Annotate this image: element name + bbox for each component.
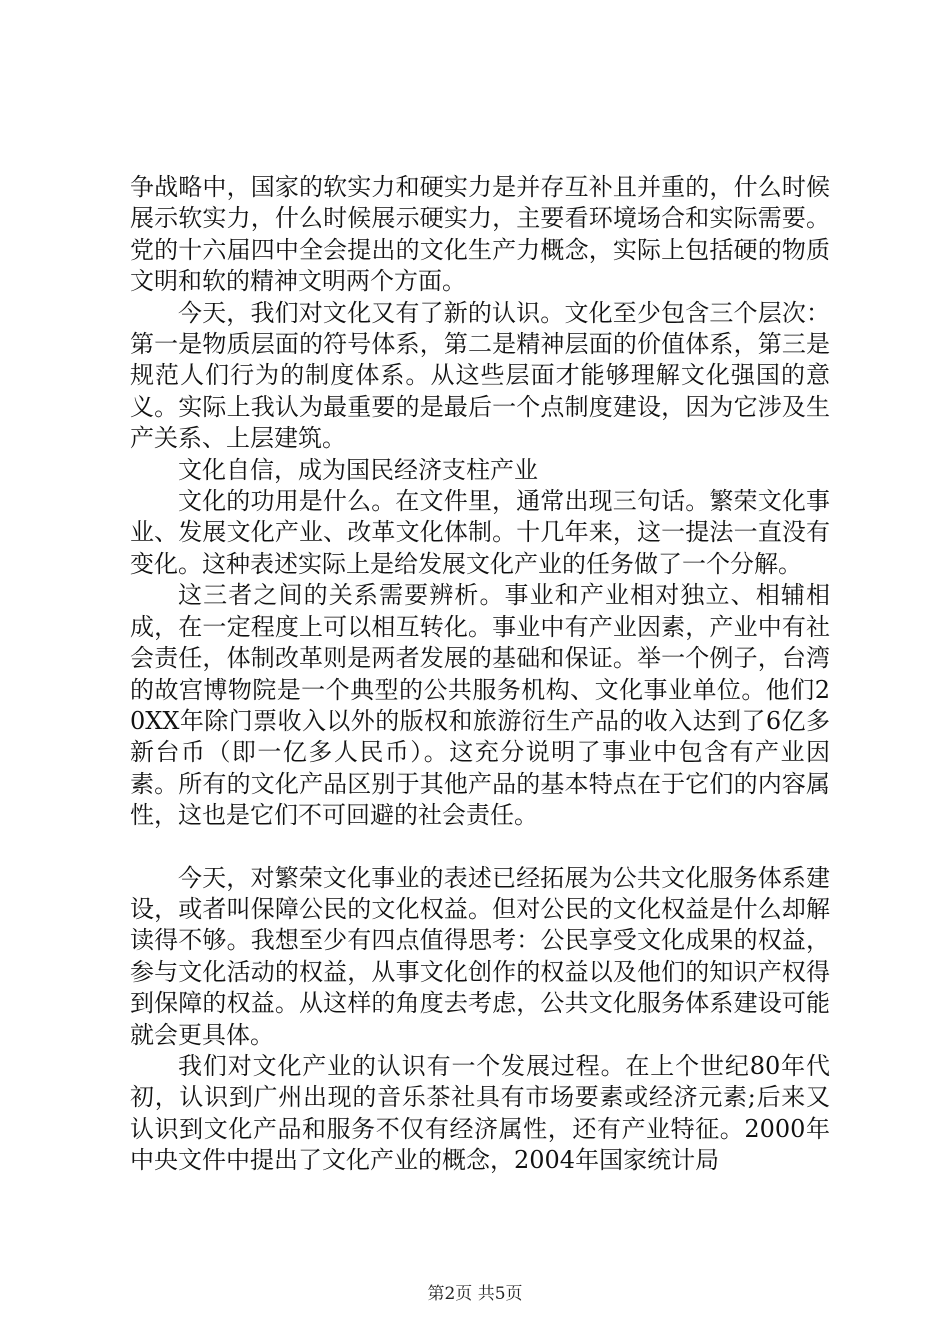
- section-heading: 文化自信，成为国民经济支柱产业: [178, 455, 538, 484]
- paragraph-4: 这三者之间的关系需要辨析。事业和产业相对独立、相辅相成，在一定程度上可以相互转化。事业中有产业因素，产业中有社会责任，体制改革则是两者发展的基础和保证。举一个例子，台湾的故宫博物院是一个典型的公共服务机构、文化事业单位。他们20XX年除门票收入以外的版权和旅游衍生产品的收入达到了6亿多新台币（即一亿多人民币）。这充分说明了事业中包含有产业因素。所有的文化产品区别于其他产品的基本特点在于它们的内容属性，这也是它们不可回避的社会责任。: [130, 581, 830, 830]
- document-body: [130, 172, 830, 1177]
- page-number-footer: 第2页 共5页: [427, 1284, 523, 1304]
- paragraph-5: 今天，对繁荣文化事业的表述已经拓展为公共文化服务体系建设，或者叫保障公民的文化权益。但对公民的文化权益是什么却解读得不够。我想至少有四点值得思考：公民享受文化成果的权益，参与文化活动的权益，从事文化创作的权益以及他们的知识产权得到保障的权益。从这样的角度去考虑，公共文化服务体系建设可能就会更具体。: [130, 863, 830, 1049]
- paragraph-3: 文化的功用是什么。在文件里，通常出现三句话。繁荣文化事业、发展文化产业、改革文化体制。十几年来，这一提法一直没有变化。这种表述实际上是给发展文化产业的任务做了一个分解。: [130, 487, 830, 578]
- paragraph-2: 今天，我们对文化又有了新的认识。文化至少包含三个层次：第一是物质层面的符号体系，第二是精神层面的价值体系，第三是规范人们行为的制度体系。从这些层面才能够理解文化强国的意义。实际上我认为最重要的是最后一个点制度建设，因为它涉及生产关系、上层建筑。: [130, 298, 830, 453]
- paragraph-1: 争战略中，国家的软实力和硬实力是并存互补且并重的，什么时候展示软实力，什么时候展示硬实力，主要看环境场合和实际需要。党的十六届四中全会提出的文化生产力概念，实际上包括硬的物质文明和软的精神文明两个方面。: [130, 173, 830, 296]
- paragraph-6: 我们对文化产业的认识有一个发展过程。在上个世纪80年代初，认识到广州出现的音乐茶社具有市场要素或经济元素;后来又认识到文化产品和服务不仅有经济属性，还有产业特征。2000年中央文件中提出了文化产业的概念，2004年国家统计局: [130, 1051, 830, 1175]
